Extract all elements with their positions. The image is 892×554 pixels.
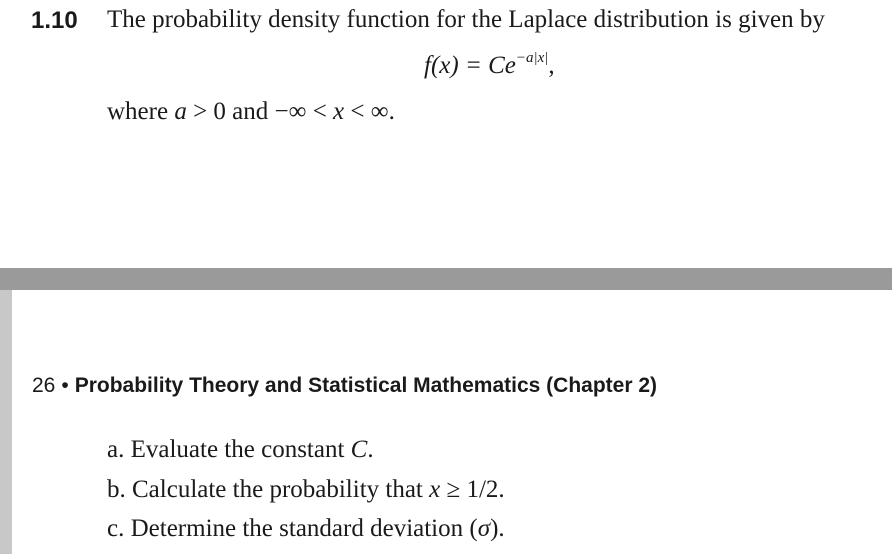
equation-base: e	[504, 52, 516, 79]
subquestion-c	[107, 515, 505, 543]
subquestion-label: a.	[107, 436, 131, 463]
problem-number: 1.10	[31, 7, 78, 34]
condition-prefix: where	[107, 98, 175, 125]
subquestion-var: σ	[477, 515, 491, 542]
equation-coefficient: C	[488, 52, 505, 79]
equation-trailing: ,	[548, 52, 555, 79]
condition-suffix: < ∞.	[344, 98, 395, 125]
condition-mid: > 0 and −∞ <	[186, 98, 334, 125]
pdf-equation	[424, 52, 555, 80]
condition-var-a: a	[174, 98, 187, 125]
subquestion-tail: .	[367, 436, 374, 463]
subquestion-tail: ≥ 1/2.	[440, 476, 505, 503]
problem-statement: The probability density function for the Laplace distribution is given by	[107, 6, 825, 33]
condition-var-x: x	[333, 98, 345, 125]
subquestion-a	[107, 436, 374, 464]
equation-lhs: f(x) =	[424, 52, 489, 79]
bullet-separator: •	[61, 374, 69, 397]
subquestion-var: C	[350, 436, 368, 463]
subquestion-tail: ).	[490, 515, 505, 542]
page-gutter	[0, 290, 12, 554]
chapter-title: Probability Theory and Statistical Mathematics (Chapter 2)	[74, 374, 658, 397]
subquestion-label: c.	[107, 515, 131, 542]
page-separator	[0, 268, 892, 290]
domain-condition	[107, 98, 395, 126]
subquestion-text: Calculate the probability that	[132, 476, 430, 503]
subquestion-text: Evaluate the constant	[130, 436, 351, 463]
subquestion-text: Determine the standard deviation (	[130, 515, 478, 542]
subquestion-var: x	[429, 476, 441, 503]
subquestion-label: b.	[107, 476, 132, 503]
upper-page	[0, 0, 892, 268]
running-header	[32, 374, 657, 398]
subquestion-b	[107, 476, 505, 504]
equation-exponent: −a|x|	[515, 50, 549, 66]
page-number: 26	[32, 374, 56, 397]
